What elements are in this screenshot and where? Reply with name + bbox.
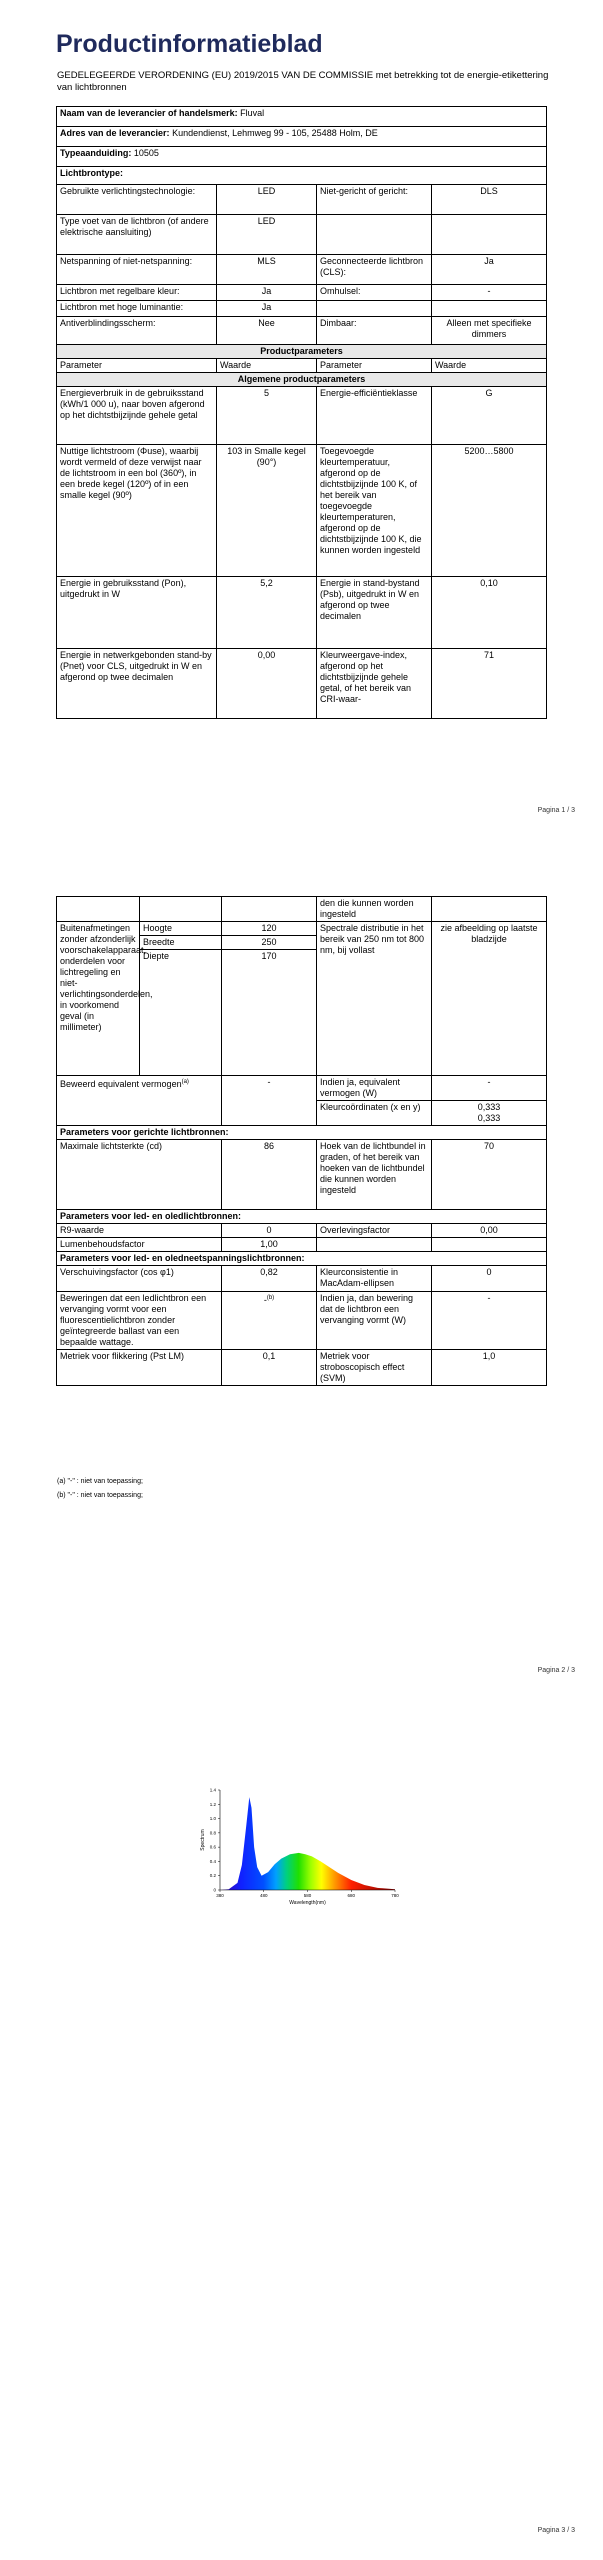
dim-name: Diepte: [140, 950, 222, 1076]
survival-label: Overlevingsfactor: [317, 1224, 432, 1238]
svm-label: Metriek voor stroboscopisch effect (SVM): [317, 1350, 432, 1386]
x-tick-label: 480: [259, 1893, 268, 1898]
dim-value: 120: [222, 922, 317, 936]
r9-value: 0: [222, 1224, 317, 1238]
survival-value: 0,00: [432, 1224, 547, 1238]
spectral-label: Spectrale distributie in het bereik van 250 nm tot 800 nm, bij vollast: [317, 922, 432, 1076]
param-label: Energie in stand-bystand (Psb), uitgedrukt in W en afgerond op twee decimalen: [317, 577, 432, 649]
col-param: Parameter: [317, 359, 432, 373]
table-row: [57, 285, 547, 301]
claims-value: -: [263, 1295, 267, 1305]
y-tick-label: 1.4: [209, 1787, 216, 1793]
r9-label: R9-waarde: [57, 1224, 222, 1238]
svm-value: 1,0: [432, 1350, 547, 1386]
info-table: [56, 106, 547, 719]
dim-name: Hoogte: [140, 922, 222, 936]
param-value: 0,10: [432, 577, 547, 649]
regulation-text: GEDELEGEERDE VERORDENING (EU) 2019/2015 VAN DE COMMISSIE met betrekking tot de energie-etikettering van lichtbronnen: [57, 70, 549, 93]
supplier-value: Fluval: [240, 108, 265, 118]
page-1: [0, 0, 603, 860]
beam-value: 70: [432, 1140, 547, 1210]
type-header: Lichtbrontype:: [57, 167, 547, 185]
dim-value: 170: [222, 950, 317, 1076]
y-tick-label: 0.6: [209, 1844, 216, 1850]
model-label: Typeaanduiding:: [60, 148, 132, 158]
table-row: [57, 255, 547, 285]
page-number: Pagina 2 / 3: [537, 1667, 575, 1674]
row-label: Lichtbron met hoge luminantie:: [57, 301, 217, 317]
supplier-label: Naam van de leverancier of handelsmerk:: [60, 108, 238, 118]
spectral-value: zie afbeelding op laatste bladzijde: [432, 922, 547, 1076]
param-value: 5,2: [217, 577, 317, 649]
row-value: [432, 301, 547, 317]
claims-label: Beweringen dat een ledlichtbron een vervanging vormt voor een fluorescentielichtbron zonder geïntegreerde ballast van een bepaalde wattage.: [57, 1292, 222, 1350]
param-value: 5200…5800: [432, 445, 547, 577]
claims-ifyes-value: -: [432, 1292, 547, 1350]
peak-value: 86: [222, 1140, 317, 1210]
param-label: Kleurweergave-index, afgerond op het dichtstbijzijnde gehele getal, of het bereik van CRI-waar-: [317, 649, 432, 719]
x-tick-label: 580: [303, 1893, 312, 1898]
page-3: [0, 1720, 603, 2560]
param-label: Energie in netwerkgebonden stand-by (Pnet) voor CLS, uitgedrukt in W en afgerond op twee decimalen: [57, 649, 217, 719]
row-value: DLS: [432, 185, 547, 215]
param-value: 5: [217, 387, 317, 445]
row-label: Geconnecteerde lichtbron (CLS):: [317, 255, 432, 285]
dims-label: Buitenafmetingen zonder afzonderlijk voorschakelapparaat, onderdelen voor lichtregeling en niet-verlichtingsonderdelen, in voorkomend geval (in millimeter): [57, 922, 140, 1076]
table-row: [57, 185, 547, 215]
row-value: Ja: [217, 285, 317, 301]
peak-label: Maximale lichtsterkte (cd): [57, 1140, 222, 1210]
row-label: Gebruikte verlichtingstechnologie:: [57, 185, 217, 215]
row-value: [432, 215, 547, 255]
equiv-value: -: [222, 1076, 317, 1126]
page-2: [0, 860, 603, 1720]
spectrum-chart: [190, 1780, 420, 1920]
param-value: G: [432, 387, 547, 445]
general-header: Algemene productparameters: [57, 373, 547, 387]
continued-text: den die kunnen worden ingesteld: [317, 897, 432, 922]
row-value: LED: [217, 215, 317, 255]
param-value: 0,00: [217, 649, 317, 719]
note-a: (a) "-" : niet van toepassing;: [57, 1478, 143, 1485]
dim-value: 250: [222, 936, 317, 950]
macadam-label: Kleurconsistentie in MacAdam-ellipsen: [317, 1266, 432, 1292]
y-tick-label: 1.2: [209, 1801, 216, 1807]
table-row: [57, 301, 547, 317]
row-label: Niet-gericht of gericht:: [317, 185, 432, 215]
y-axis-label: Spectrum: [200, 1829, 206, 1851]
row-value: -: [432, 285, 547, 301]
spectrum-area: [220, 1797, 395, 1890]
y-tick-label: 0.8: [209, 1830, 216, 1836]
param-value: 103 in Smalle kegel (90°): [217, 445, 317, 577]
col-value: Waarde: [432, 359, 547, 373]
document-title: Productinformatieblad: [56, 30, 323, 58]
shift-label: Verschuivingsfactor (cos φ1): [57, 1266, 222, 1292]
row-value: Ja: [217, 301, 317, 317]
param-label: Energieverbruik in de gebruiksstand (kWh/1 000 u), naar boven afgerond op het dichtstbijzijnde gehele getal: [57, 387, 217, 445]
param-label: Nuttige lichtstroom (Φuse), waarbij wordt vermeld of deze verwijst naar de lichtstroom in een bol (360º), in een brede kegel (120º) of in een smalle kegel (90º): [57, 445, 217, 577]
ifyes-label: Indien ja, equivalent vermogen (W): [317, 1076, 432, 1101]
page-number: Pagina 3 / 3: [537, 2527, 575, 2534]
table-row: [57, 317, 547, 345]
col-value: Waarde: [217, 359, 317, 373]
led-header: Parameters voor led- en oledlichtbronnen:: [57, 1210, 547, 1224]
col-param: Parameter: [57, 359, 217, 373]
y-tick-label: 1.0: [209, 1816, 216, 1822]
x-axis-label: Wavelength(nm): [289, 1900, 326, 1906]
x-tick-label: 680: [347, 1893, 356, 1898]
row-label: [317, 301, 432, 317]
param-label: Toegevoegde kleurtemperatuur, afgerond op de dichtstbijzijnde 100 K, of het bereik van toegevoegde kleurtemperaturen, afgerond op de dichtstbijzijnde 100 K, die kunnen worden ingesteld: [317, 445, 432, 577]
mains-header: Parameters voor led- en oledneetspanningslichtbronnen:: [57, 1252, 547, 1266]
address-label: Adres van de leverancier:: [60, 128, 170, 138]
lumen-value: 1,00: [222, 1238, 317, 1252]
flicker-value: 0,1: [222, 1350, 317, 1386]
claims-ifyes: Indien ja, dan bewering dat de lichtbron een vervanging vormt (W): [317, 1292, 432, 1350]
table-row: [57, 577, 547, 649]
address-value: Kundendienst, Lehmweg 99 - 105, 25488 Holm, DE: [172, 128, 378, 138]
row-label: Type voet van de lichtbron (of andere elektrische aansluiting): [57, 215, 217, 255]
row-value: Nee: [217, 317, 317, 345]
row-label: Antiverblindingsscherm:: [57, 317, 217, 345]
table-row: [57, 387, 547, 445]
row-label: Omhulsel:: [317, 285, 432, 301]
row-label: Lichtbron met regelbare kleur:: [57, 285, 217, 301]
y-tick-label: 0: [213, 1887, 216, 1893]
note-b: (b) "-" : niet van toepassing;: [57, 1492, 143, 1499]
row-label: [317, 215, 432, 255]
flicker-label: Metriek voor flikkering (Pst LM): [57, 1350, 222, 1386]
macadam-value: 0: [432, 1266, 547, 1292]
table-row: [57, 215, 547, 255]
shift-value: 0,82: [222, 1266, 317, 1292]
row-value: Alleen met specifieke dimmers: [432, 317, 547, 345]
table-row: [57, 649, 547, 719]
page-number: Pagina 1 / 3: [537, 807, 575, 814]
claims-sup: (b): [266, 1295, 275, 1301]
y-tick-label: 0.2: [209, 1873, 216, 1879]
equiv-sup: (a): [181, 1079, 189, 1085]
row-value: MLS: [217, 255, 317, 285]
chroma-label: Kleurcoördinaten (x en y): [317, 1101, 432, 1126]
model-value: 10505: [133, 148, 159, 158]
params-table-continued: [56, 896, 547, 1386]
lumen-label: Lumenbehoudsfactor: [57, 1238, 222, 1252]
ifyes-value: -: [432, 1076, 547, 1101]
param-label: Energie-efficiëntieklasse: [317, 387, 432, 445]
row-value: Ja: [432, 255, 547, 285]
directional-header: Parameters voor gerichte lichtbronnen:: [57, 1126, 547, 1140]
table-row: [57, 445, 547, 577]
chroma-y: 0,333: [477, 1113, 501, 1123]
beam-label: Hoek van de lichtbundel in graden, of het bereik van hoeken van de lichtbundel die kunnen worden ingesteld: [317, 1140, 432, 1210]
row-label: Netspanning of niet-netspanning:: [57, 255, 217, 285]
x-tick-label: 780: [391, 1893, 399, 1898]
param-value: 71: [432, 649, 547, 719]
row-label: Dimbaar:: [317, 317, 432, 345]
row-value: LED: [217, 185, 317, 215]
equiv-label: Beweerd equivalent vermogen: [60, 1079, 182, 1089]
dim-name: Breedte: [140, 936, 222, 950]
chroma-x: 0,333: [477, 1102, 501, 1112]
product-params-header: Productparameters: [57, 345, 547, 359]
param-label: Energie in gebruiksstand (Pon), uitgedrukt in W: [57, 577, 217, 649]
x-tick-label: 380: [216, 1893, 224, 1898]
y-tick-label: 0.4: [209, 1858, 216, 1864]
